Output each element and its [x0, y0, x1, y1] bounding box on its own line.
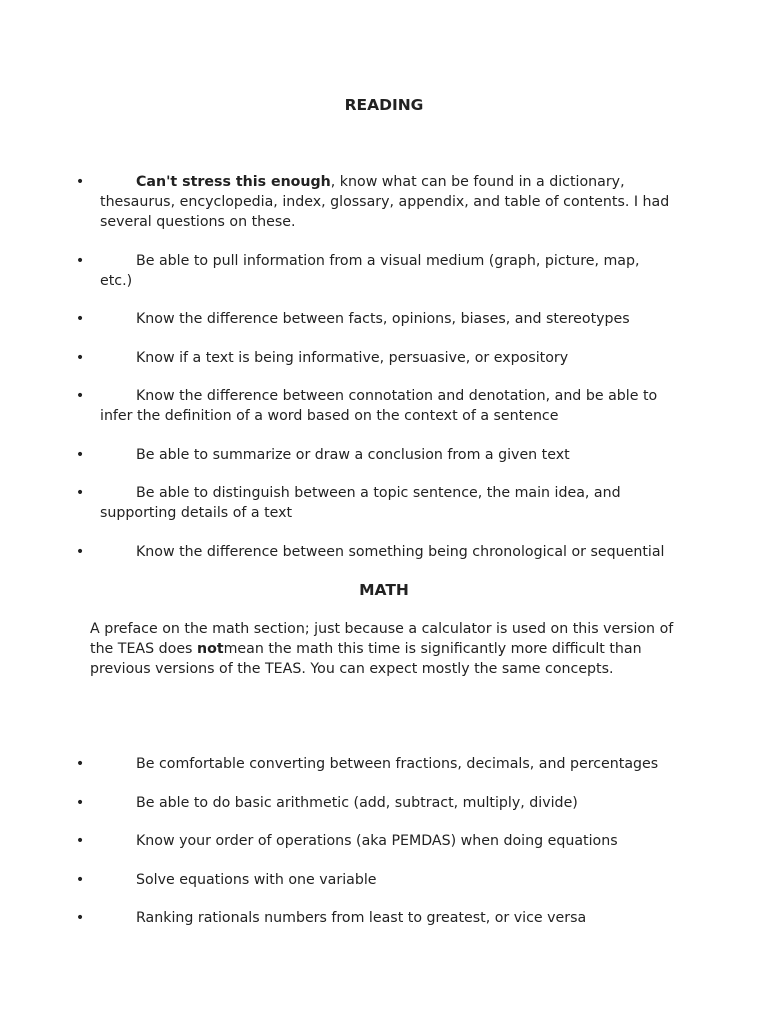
reading-item-1-bold: Can't stress this enough: [136, 174, 331, 190]
bullet-icon: •: [75, 794, 85, 811]
math-item-2-text: Be able to do basic arithmetic (add, subtract, multiply, divide): [136, 794, 578, 811]
bullet-icon: •: [75, 756, 85, 772]
reading-item-4: [0, 348, 768, 368]
bullet-icon: •: [75, 910, 85, 926]
bullet-icon: •: [75, 871, 85, 888]
reading-item-3: [0, 309, 768, 329]
reading-item-1-text: , know what can be found in a dictionary, thesaurus, encyclopedia, index, glossary, appendix, and table of contents. I had several questions on these.: [100, 174, 670, 230]
reading-item-6: [0, 445, 768, 465]
math-item-3-text: Know your order of operations (aka PEMDAS) when doing equations: [136, 833, 618, 849]
math-preface: [90, 619, 680, 679]
reading-list: [0, 172, 768, 562]
math-item-4: [0, 870, 768, 890]
math-item-3: [0, 831, 768, 851]
bullet-icon: •: [75, 311, 85, 327]
math-heading: MATH: [359, 581, 409, 599]
bullet-icon: •: [75, 174, 85, 190]
reading-heading: READING: [344, 96, 424, 114]
math-item-2: [0, 793, 768, 813]
reading-item-6-text: Be able to summarize or draw a conclusion from a given text: [136, 446, 570, 463]
math-list: [0, 754, 768, 928]
reading-item-2-text: Be able to pull information from a visual medium (graph, picture, map, etc.): [100, 252, 640, 289]
bullet-icon: •: [75, 446, 85, 463]
math-preface-bold: not: [196, 641, 224, 657]
math-item-5-text: Ranking rationals numbers from least to greatest, or vice versa: [136, 910, 587, 926]
reading-item-8: [0, 542, 768, 562]
bullet-icon: •: [75, 252, 85, 269]
reading-item-4-text: Know if a text is being informative, persuasive, or expository: [136, 349, 569, 366]
math-preface-before: A preface on the math section; just because a calculator is used on this version of the TEAS does: [90, 621, 674, 657]
reading-item-3-text: Know the difference between facts, opinions, biases, and stereotypes: [136, 311, 630, 327]
reading-item-7: [0, 483, 768, 523]
bullet-icon: •: [75, 485, 85, 501]
reading-item-2: [0, 251, 768, 291]
math-item-1-text: Be comfortable converting between fractions, decimals, and percentages: [136, 756, 659, 772]
bullet-icon: •: [75, 833, 85, 849]
reading-item-7-text: Be able to distinguish between a topic sentence, the main idea, and supporting details of a text: [100, 485, 621, 521]
bullet-icon: •: [75, 543, 85, 560]
reading-item-8-text: Know the difference between something being chronological or sequential: [136, 543, 665, 560]
math-preface-after: mean the math this time is significantly more difficult than previous versions of the TEAS. You can expect mostly the same concepts.: [90, 641, 642, 677]
math-item-5: [0, 908, 768, 928]
reading-item-1: [0, 172, 768, 232]
bullet-icon: •: [75, 349, 85, 366]
reading-item-5-text: Know the difference between connotation and denotation, and be able to infer the definition of a word based on the context of a sentence: [100, 388, 658, 424]
math-item-1: [0, 754, 768, 774]
bullet-icon: •: [75, 388, 85, 404]
math-item-4-text: Solve equations with one variable: [136, 871, 377, 888]
reading-item-5: [0, 386, 768, 426]
